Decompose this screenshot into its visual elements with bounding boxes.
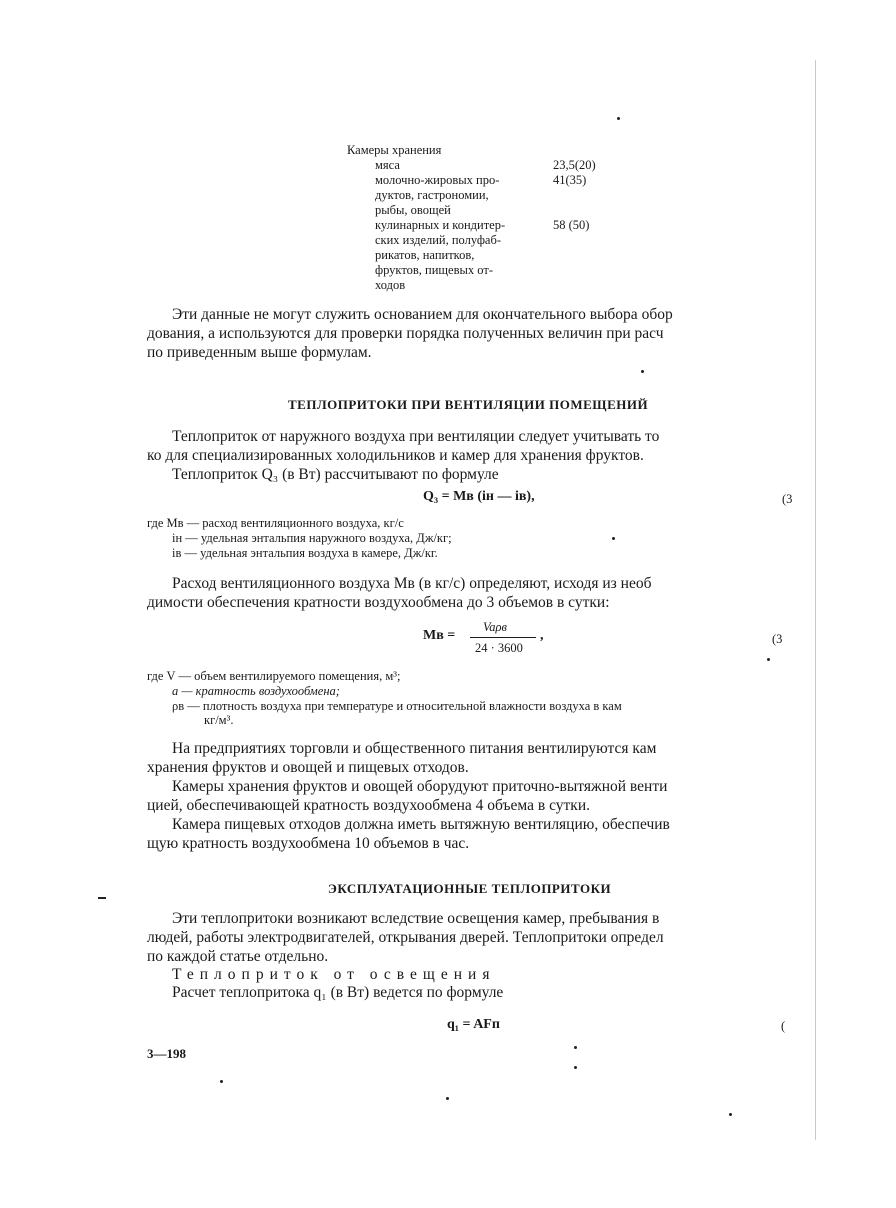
table-row: [375, 158, 617, 173]
scan-speck: [612, 537, 615, 540]
s1-para1-line2: ко для специализированных холодильников и камер для хранения фруктов.: [147, 447, 644, 464]
s1-para4-line2: хранения фруктов и овощей и пищевых отходов.: [147, 759, 469, 776]
scan-speck: [641, 370, 644, 373]
scan-speck: [574, 1066, 577, 1069]
formula-q1: q₁ = AFп: [447, 1017, 500, 1032]
s1-para4-line1: На предприятиях торговли и общественного питания вентилируются кам: [172, 740, 657, 757]
s2-para1-line2: людей, работы электродвигателей, открывания дверей. Теплопритоки определ: [147, 929, 664, 946]
s1-para2-line1: Теплоприток Q₃ (в Вт) рассчитывают по формуле: [172, 466, 499, 483]
table-row-name: молочно-жировых про- дуктов, гастрономии, рыбы, овощей: [375, 173, 500, 217]
scan-speck: [446, 1097, 449, 1100]
where1-line1: где Mв — расход вентиляционного воздуха, кг/с: [147, 516, 404, 530]
formula-mv-comma: ,: [540, 628, 544, 643]
where2-line4: кг/м³.: [204, 713, 234, 727]
s1-para6-line2: щую кратность воздухообмена 10 объемов в час.: [147, 835, 470, 852]
s2-para1-line3: по каждой статье отдельно.: [147, 948, 329, 965]
where1-line3: iв — удельная энтальпия воздуха в камере, Дж/кг.: [172, 546, 438, 560]
section-heading-operational: ЭКСПЛУАТАЦИОННЫЕ ТЕПЛОПРИТОКИ: [328, 881, 612, 896]
s2-para1-line1: Эти теплопритоки возникают вследствие освещения камер, пребывания в: [172, 910, 660, 927]
s1-para1-line1: Теплоприток от наружного воздуха при вентиляции следует учитывать то: [172, 428, 660, 445]
scan-speck: [767, 658, 770, 661]
s1-para3-line1: Расход вентиляционного воздуха Mв (в кг/с) определяют, исходя из необ: [172, 575, 652, 592]
s1-para5-line1: Камеры хранения фруктов и овощей оборудуют приточно-вытяжной венти: [172, 778, 668, 795]
page-edge-line: [815, 60, 816, 1140]
table-row-value: 41(35): [553, 173, 587, 187]
scan-speck: [574, 1046, 577, 1049]
table-header: Камеры хранения: [347, 143, 442, 157]
formula-mv-numerator: Vaρв: [483, 620, 507, 634]
fraction-bar: [470, 637, 536, 638]
table-row: [375, 173, 617, 218]
where1-line2: iн — удельная энтальпия наружного воздуха, Дж/кг;: [172, 531, 452, 545]
para1-line1: Эти данные не могут служить основанием для окончательного выбора обор: [172, 306, 673, 323]
formula-q1-number: (: [781, 1019, 786, 1033]
where2-line1: где V — объем вентилируемого помещения, м³;: [147, 669, 401, 683]
table-row-name: мяса: [375, 158, 400, 172]
scan-speck: [729, 1113, 732, 1116]
formula-q3-number: (3: [782, 492, 793, 506]
scan-speck: [98, 897, 106, 899]
table-row: [375, 218, 617, 293]
s2-para2: Расчет теплопритока q₁ (в Вт) ведется по формуле: [172, 984, 504, 1001]
formula-mv-number: (3: [772, 632, 783, 646]
formula-q3: Q₃ = Mв (iн — iв),: [423, 489, 535, 504]
formula-mv-lhs: Mв =: [423, 628, 456, 643]
para1-line2: дования, а используются для проверки порядка полученных величин при расч: [147, 325, 664, 342]
s1-para6-line1: Камера пищевых отходов должна иметь вытяжную вентиляцию, обеспечив: [172, 816, 670, 833]
where2-line2: a — кратность воздухообмена;: [172, 684, 340, 698]
para1-line3: по приведенным выше формулам.: [147, 344, 372, 361]
table-row-value: 58 (50): [553, 218, 590, 232]
formula-mv-denominator: 24 · 3600: [475, 641, 523, 655]
s1-para5-line2: цией, обеспечивающей кратность воздухообмена 4 объема в сутки.: [147, 797, 590, 814]
s1-para3-line2: димости обеспечения кратности воздухообмена до 3 объемов в сутки:: [147, 594, 610, 611]
scan-speck: [617, 117, 620, 120]
table-row-name: кулинарных и кондитер- ских изделий, полуфаб- рикатов, напитков, фруктов, пищевых от- ходов: [375, 218, 506, 292]
s2-subheading: Теплоприток от освещения: [172, 966, 496, 983]
scan-speck: [220, 1080, 223, 1083]
table-row-value: 23,5(20): [553, 158, 596, 172]
storage-chambers-table: [347, 143, 617, 293]
page-number: 3—198: [147, 1046, 186, 1061]
where2-line3: ρв — плотность воздуха при температуре и относительной влажности воздуха в кам: [172, 699, 622, 713]
section-heading-ventilation: ТЕПЛОПРИТОКИ ПРИ ВЕНТИЛЯЦИИ ПОМЕЩЕНИЙ: [288, 397, 649, 412]
